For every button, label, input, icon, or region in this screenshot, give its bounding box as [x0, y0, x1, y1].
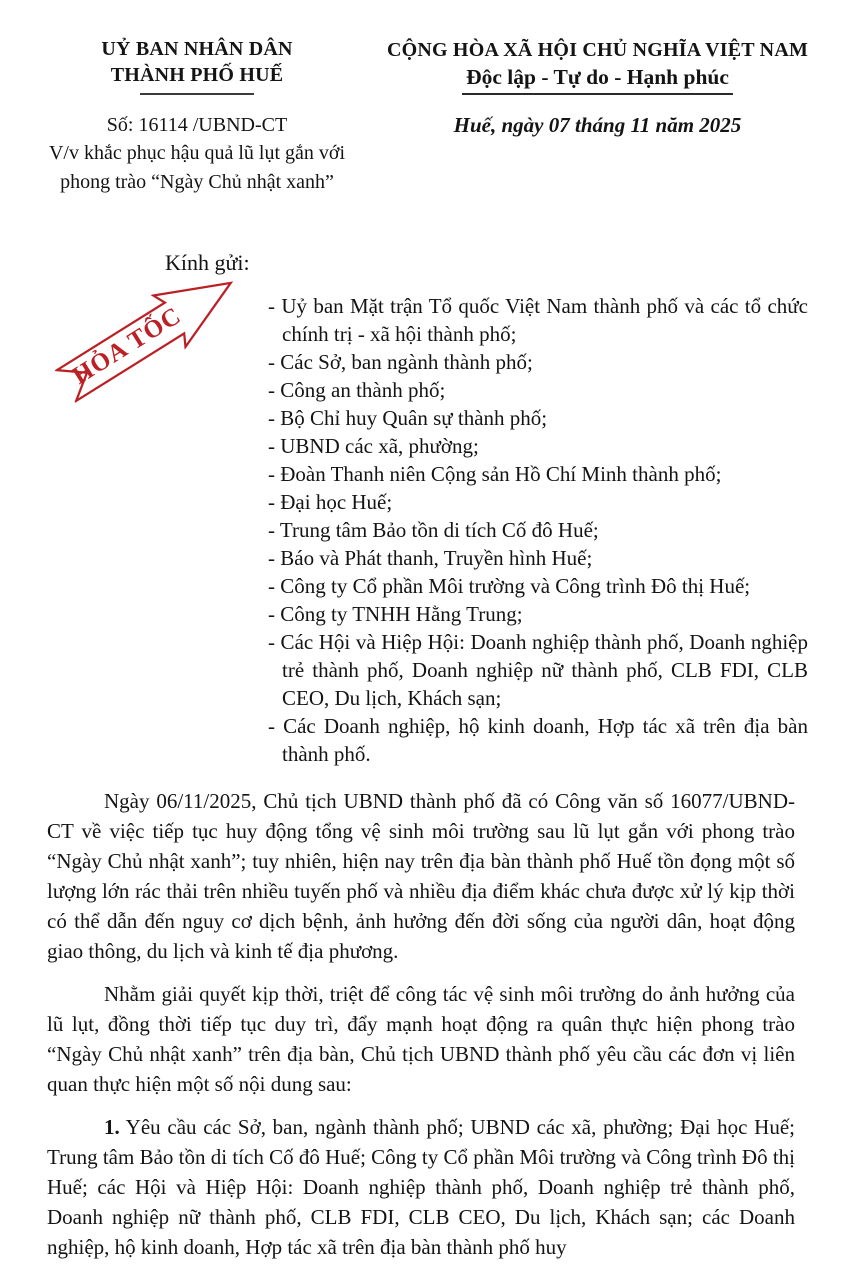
- recipient-list: [268, 292, 808, 768]
- document-number: Số: 16114 /UBND-CT: [106, 114, 288, 136]
- recipient-item: - Đại học Huế;: [268, 490, 393, 514]
- national-title: CỘNG HÒA XÃ HỘI CHỦ NGHĨA VIỆT NAM: [386, 39, 809, 61]
- letter-body: [47, 786, 795, 1262]
- subject-line-2: phong trào “Ngày Chủ nhật xanh”: [60, 171, 334, 193]
- letter-header: [0, 0, 841, 197]
- recipient-item: - Công an thành phố;: [268, 378, 446, 402]
- salutation: Kính gửi:: [165, 250, 250, 275]
- recipient-item: - Uỷ ban Mặt trận Tổ quốc Việt Nam thành phố và các tổ chức chính trị - xã hội thành phố;: [268, 294, 808, 346]
- recipient-item: - Đoàn Thanh niên Cộng sản Hồ Chí Minh thành phố;: [268, 462, 722, 486]
- issuer-block: [26, 36, 368, 197]
- subject-line-1: V/v khắc phục hậu quả lũ lụt gắn với: [48, 142, 346, 164]
- body-paragraph-3: [47, 1112, 795, 1262]
- recipient-item: - Bộ Chỉ huy Quân sự thành phố;: [268, 406, 548, 430]
- issuer-parent-org: UỶ BAN NHÂN DÂN: [101, 38, 293, 60]
- recipient-item: - UBND các xã, phường;: [268, 434, 479, 458]
- urgency-stamp: [48, 254, 250, 413]
- recipient-item: - Các Doanh nghiệp, hộ kinh doanh, Hợp tác xã trên địa bàn thành phố.: [268, 714, 808, 766]
- recipient-item: - Báo và Phát thanh, Truyền hình Huế;: [268, 546, 593, 570]
- recipient-item: - Trung tâm Bảo tồn di tích Cố đô Huế;: [268, 518, 599, 542]
- national-motto: Độc lập - Tự do - Hạnh phúc: [462, 64, 733, 95]
- recipient-item: - Các Hội và Hiệp Hội: Doanh nghiệp thành phố, Doanh nghiệp trẻ thành phố, Doanh nghiệp nữ thành phố, CLB FDI, CLB CEO, Du lịch, Khách sạn;: [268, 630, 808, 710]
- urgency-stamp-label: HỎA TỐC: [67, 302, 187, 390]
- recipient-item: - Công ty TNHH Hằng Trung;: [268, 602, 523, 626]
- body-paragraph-1: Ngày 06/11/2025, Chủ tịch UBND thành phố đã có Công văn số 16077/UBND-CT về việc tiếp tục huy động tổng vệ sinh môi trường sau lũ lụt gắn với phong trào “Ngày Chủ nhật xanh”; tuy nhiên, hiện nay trên địa bàn thành phố Huế tồn đọng một số lượng lớn rác thải trên nhiều tuyến phố và nhiều địa điểm khác chưa được xử lý kịp thời có thể dẫn đến nguy cơ dịch bệnh, ảnh hưởng đến đời sống của người dân, hoạt động giao thông, du lịch và kinh tế địa phương.: [47, 789, 795, 963]
- body-paragraph-2: Nhằm giải quyết kịp thời, triệt để công tác vệ sinh môi trường do ảnh hưởng của lũ lụt, đồng thời tiếp tục duy trì, đẩy mạnh hoạt động ra quân thực hiện phong trào “Ngày Chủ nhật xanh” trên địa bàn, Chủ tịch UBND thành phố yêu cầu các đơn vị liên quan thực hiện một số nội dung sau:: [47, 982, 795, 1096]
- recipient-item: - Các Sở, ban ngành thành phố;: [268, 350, 533, 374]
- place-and-date: Huế, ngày 07 tháng 11 năm 2025: [453, 113, 742, 137]
- republic-block: [368, 36, 819, 197]
- issuer-org-name: THÀNH PHỐ HUẾ: [110, 64, 284, 86]
- paragraph-text: Yêu cầu các Sở, ban, ngành thành phố; UBND các xã, phường; Đại học Huế; Trung tâm Bảo tồn di tích Cố đô Huế; Công ty Cổ phần Môi trường và Công trình Đô thị Huế; các Hội và Hiệp Hội: Doanh nghiệp thành phố, Doanh nghiệp trẻ thành phố, Doanh nghiệp nữ thành phố, CLB FDI, CLB CEO, Du lịch, Khách sạn; các Doanh nghiệp, hộ kinh doanh, Hợp tác xã trên địa bàn thành phố huy: [47, 1115, 795, 1259]
- recipient-item: - Công ty Cổ phần Môi trường và Công trình Đô thị Huế;: [268, 574, 751, 598]
- issuer-underline: [140, 93, 254, 95]
- paragraph-number: 1.: [104, 1115, 120, 1139]
